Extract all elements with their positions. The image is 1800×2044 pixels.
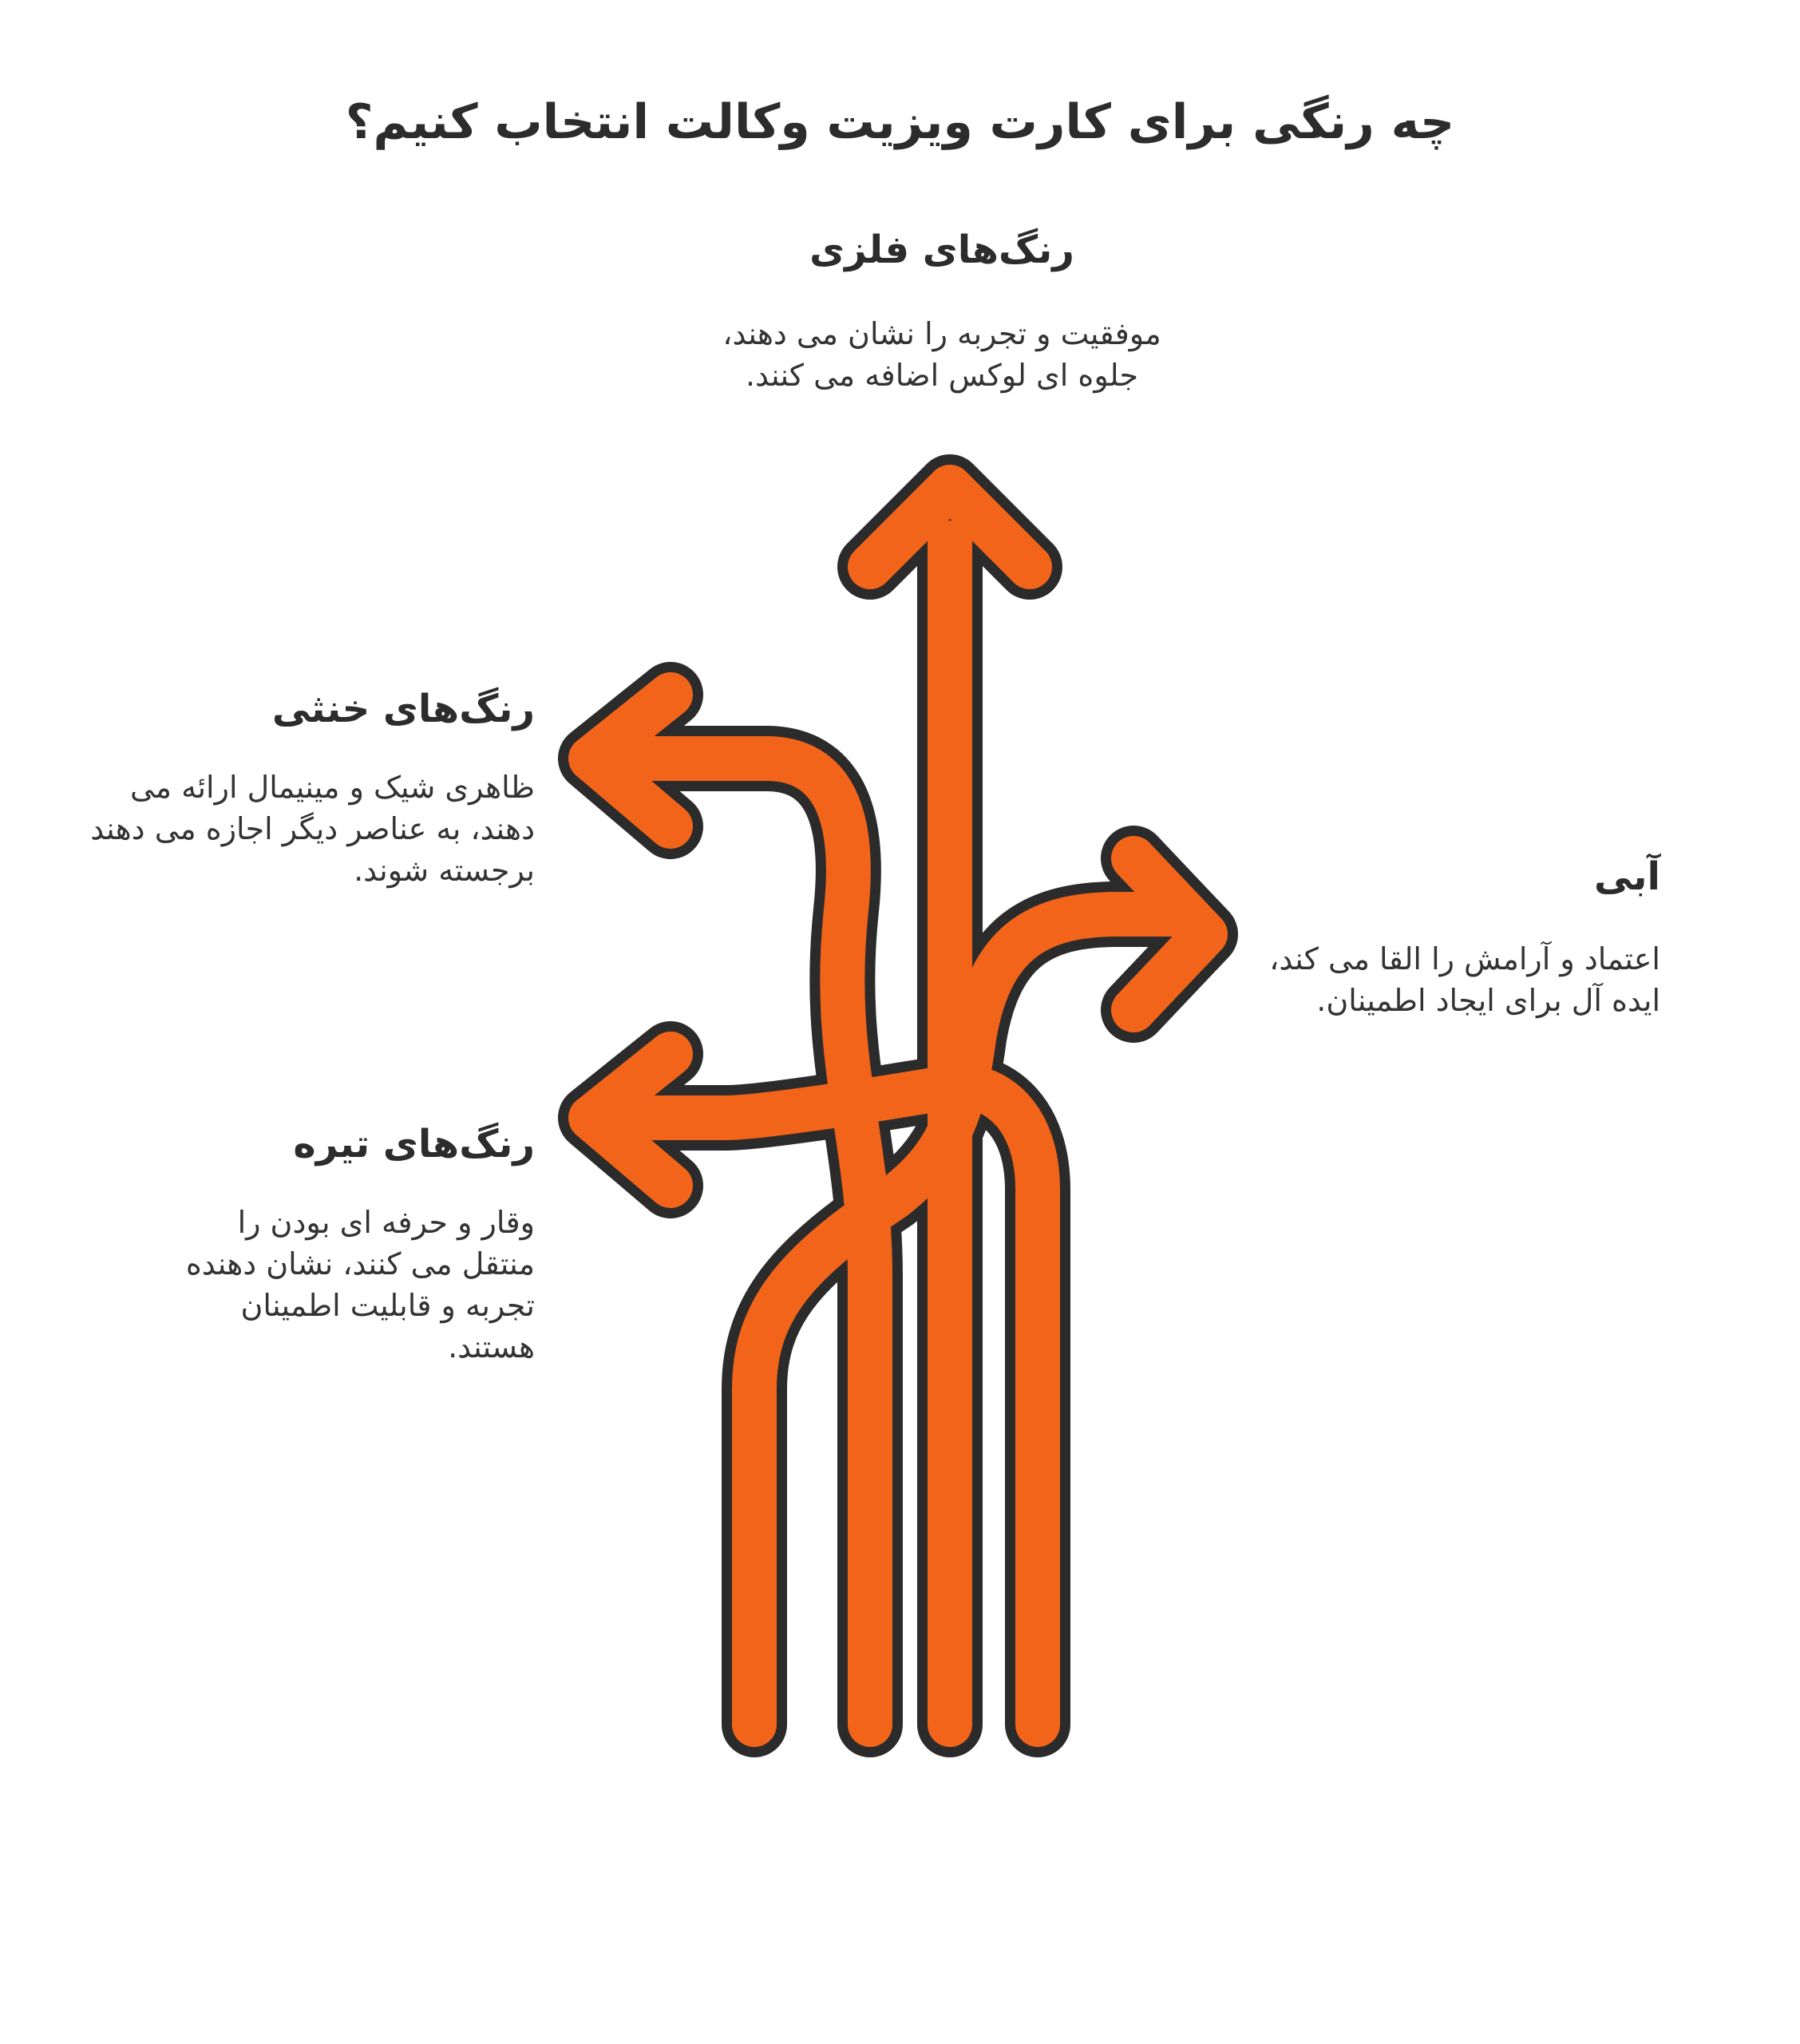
page-title: چه رنگی برای کارت ویزیت وکالت انتخاب کنیم؟ [345, 94, 1455, 150]
neutral-heading: رنگ‌های خنثی [271, 687, 535, 731]
blue-heading: آبی [1593, 854, 1660, 899]
neutral-description: ظاهری شیک و مینیمال ارائه می دهند، به عناصر دیگر اجازه می دهند برجسته شوند. [90, 770, 535, 888]
dark-heading: رنگ‌های تیره [293, 1122, 535, 1167]
blue-description: اعتماد و آرامش را القا می کند، ایده آل برای ایجاد اطمینان. [1269, 941, 1660, 1018]
metallic-description: موفقیت و تجربه را نشان می دهند، جلوه ای لوکس اضافه می کنند. [722, 316, 1161, 393]
dark-description: وقار و حرفه ای بودن را منتقل می کنند، نشان دهنده تجربه و قابلیت اطمینان هستند. [185, 1205, 535, 1365]
metallic-heading: رنگ‌های فلزی [809, 228, 1074, 272]
